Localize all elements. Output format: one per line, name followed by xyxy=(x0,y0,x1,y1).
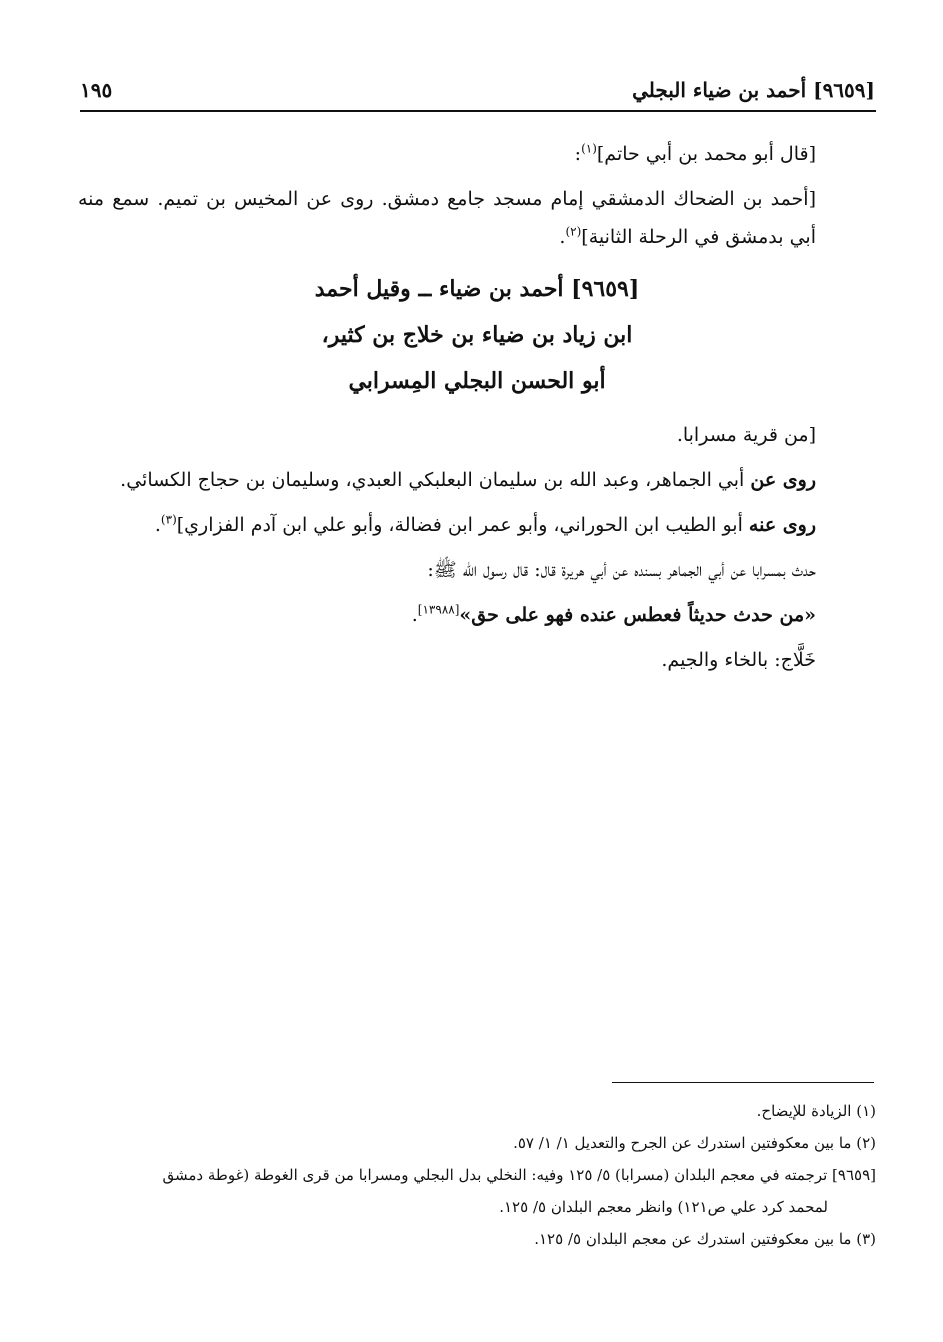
hadith-end: . xyxy=(411,604,418,626)
hadith-text: «من حدث حديثاً فعطس عنده فهو على حق» xyxy=(459,604,816,626)
paragraph-intro xyxy=(78,135,876,173)
paragraph-hadith-chain: حدث بمسرابا عن أبي الجماهر بسنده عن أبي هريرة قال: قال رسول الله ﷺ: xyxy=(427,559,816,581)
header-rule xyxy=(80,110,876,112)
paragraph-narrated-by xyxy=(78,506,876,544)
narrated-by-text: أبو الطيب ابن الحوراني، وأبو عمر ابن فضالة، وأبو علي ابن آدم الفزاري] xyxy=(176,514,743,536)
entry-heading xyxy=(78,266,876,404)
footnote-entry-line-2: لمحمد كرد علي ص١٢١) وانظر معجم البلدان ٥/ ١٢٥. xyxy=(499,1198,828,1216)
narrated-from-label: روى عن xyxy=(750,469,816,491)
paragraph-hadith xyxy=(78,596,876,634)
footnote-3: (٣) ما بين معكوفتين استدرك عن معجم البلدان ٥/ ١٢٥. xyxy=(534,1230,876,1248)
narrated-by-end: . xyxy=(154,514,161,536)
main-text xyxy=(78,135,876,686)
footnote-ref-2: (٢) xyxy=(565,224,582,239)
narrated-from-text: أبي الجماهر، وعبد الله بن سليمان البعلبكي العبدي، وسليمان بن حجاج الكسائي. xyxy=(120,469,745,491)
running-title: [٩٦٥٩] أحمد بن ضياء البجلي xyxy=(632,78,875,102)
heading-line-2: ابن زياد بن ضياء بن خلاج بن كثير، xyxy=(321,322,633,348)
heading-line-1: [٩٦٥٩] أحمد بن ضياء ــ وقيل أحمد xyxy=(314,276,640,302)
footnote-entry-line-1: [٩٦٥٩] ترجمته في معجم البلدان (مسرابا) ٥/ ١٢٥ وفيه: النخلي بدل البجلي ومسرابا من قرى الغوطة (غوطة دمشق xyxy=(162,1166,876,1184)
paragraph-ahmad-ibn-dahhak xyxy=(78,180,876,256)
hadith-number: [١٣٩٨٨] xyxy=(417,602,460,617)
intro-end: : xyxy=(574,143,582,165)
paragraph-text: [أحمد بن الضحاك الدمشقي إمام مسجد جامع دمشق. روى عن المخيس بن تميم. سمع منه أبي بدمشق في الرحلة الثانية] xyxy=(78,188,816,248)
intro-text: [قال أبو محمد بن أبي حاتم] xyxy=(596,143,816,165)
page-number: ١٩٥ xyxy=(80,78,113,102)
footnotes xyxy=(78,1095,876,1255)
footnote-1: (١) الزيادة للإيضاح. xyxy=(756,1102,876,1120)
narrated-by-label: روى عنه xyxy=(748,514,816,536)
footnote-rule xyxy=(612,1082,874,1083)
paragraph-spelling-note: خَلَّاج: بالخاء والجيم. xyxy=(661,649,816,671)
footnote-ref-3: (٣) xyxy=(160,512,177,527)
page-header xyxy=(80,70,875,110)
paragraph-narrated-from xyxy=(78,461,876,499)
heading-line-3: أبو الحسن البجلي المِسرابي xyxy=(348,368,606,394)
paragraph-origin: [من قرية مسرابا. xyxy=(676,424,816,446)
footnote-2: (٢) ما بين معكوفتين استدرك عن الجرح والتعديل ١/ ١/ ٥٧. xyxy=(513,1134,876,1152)
paragraph-end: . xyxy=(559,226,566,248)
footnote-ref-1: (١) xyxy=(581,141,597,156)
